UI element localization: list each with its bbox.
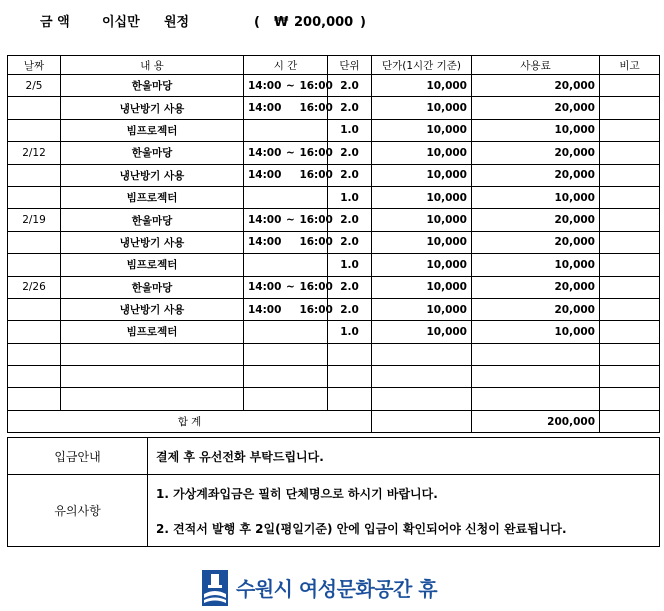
table-row	[8, 254, 660, 276]
cell-note	[600, 142, 660, 164]
time-start: 14:00	[248, 146, 282, 159]
total-value: 200,000	[472, 410, 600, 432]
total-row	[8, 410, 660, 432]
cell-fee: 10,000	[472, 186, 600, 208]
cell-unit: 1.0	[328, 254, 372, 276]
cell-note	[600, 321, 660, 343]
amount-label: 금 액	[40, 15, 70, 30]
table-row	[8, 276, 660, 298]
cell-content: 한울마당	[61, 276, 244, 298]
cell-note	[600, 343, 660, 365]
cell-content: 빔프로젝터	[61, 119, 244, 141]
cell-unit	[328, 388, 372, 410]
cell-unit: 1.0	[328, 119, 372, 141]
cell-time	[244, 254, 328, 276]
table-row	[8, 298, 660, 320]
cell-date	[8, 231, 61, 253]
cell-time	[244, 119, 328, 141]
header-fee: 사용료	[472, 56, 600, 75]
time-end: 16:00	[299, 236, 333, 249]
cell-content: 냉난방기 사용	[61, 298, 244, 320]
amount-currency: ₩	[274, 15, 289, 30]
cell-fee: 20,000	[472, 276, 600, 298]
org-name: 수원시 여성문화공간 휴	[236, 577, 438, 601]
cell-unit: 2.0	[328, 142, 372, 164]
header-content: 내 용	[61, 56, 244, 75]
header-time: 시 간	[244, 56, 328, 75]
cell-time	[244, 209, 333, 231]
table-row	[8, 321, 660, 343]
caution-label: 유의사항	[8, 475, 148, 547]
cell-note	[600, 231, 660, 253]
cell-price: 10,000	[372, 254, 472, 276]
total-empty-cell	[372, 410, 472, 432]
cell-time	[244, 75, 333, 97]
cell-time	[244, 231, 333, 253]
time-end: 16:00	[299, 79, 333, 92]
header-price: 단가(1시간 기준)	[372, 56, 472, 75]
cell-price: 10,000	[372, 97, 472, 119]
cell-date	[8, 97, 61, 119]
time-start: 14:00	[248, 303, 282, 316]
cell-unit: 2.0	[328, 164, 372, 186]
table-row	[8, 231, 660, 253]
header-date: 날짜	[8, 56, 61, 75]
cell-date	[8, 298, 61, 320]
cell-price: 10,000	[372, 298, 472, 320]
cell-content: 빔프로젝터	[61, 254, 244, 276]
cell-content: 한울마당	[61, 75, 244, 97]
cell-price: 10,000	[372, 164, 472, 186]
cell-fee: 20,000	[472, 75, 600, 97]
cell-unit: 2.0	[328, 97, 372, 119]
cell-time	[244, 276, 333, 298]
cell-time	[244, 321, 328, 343]
cell-fee: 20,000	[472, 142, 600, 164]
table-row	[8, 343, 660, 365]
time-start: 14:00	[248, 214, 282, 227]
cell-time	[244, 388, 328, 410]
cell-time	[244, 142, 333, 164]
cell-date	[8, 119, 61, 141]
time-end: 16:00	[299, 146, 333, 159]
table-row	[8, 97, 660, 119]
cell-date	[8, 164, 61, 186]
cell-fee	[472, 343, 600, 365]
amount-value: 200,000	[294, 15, 354, 30]
cell-unit: 1.0	[328, 186, 372, 208]
deposit-text: 결제 후 유선전화 부탁드립니다.	[148, 438, 660, 475]
cell-time	[244, 97, 333, 119]
cell-fee: 20,000	[472, 97, 600, 119]
cell-price: 10,000	[372, 276, 472, 298]
cell-fee	[472, 388, 600, 410]
cell-fee: 20,000	[472, 298, 600, 320]
cell-fee: 20,000	[472, 231, 600, 253]
cell-unit: 2.0	[328, 298, 372, 320]
cell-price: 10,000	[372, 321, 472, 343]
cell-content: 한울마당	[61, 209, 244, 231]
time-start: 14:00	[248, 79, 282, 92]
cell-time	[244, 164, 333, 186]
cell-unit: 1.0	[328, 321, 372, 343]
notes-table	[7, 437, 660, 547]
cell-date	[8, 186, 61, 208]
table-header-row	[8, 56, 660, 75]
cell-fee: 10,000	[472, 119, 600, 141]
cell-date: 2/12	[8, 142, 61, 164]
cell-price	[372, 366, 472, 388]
time-end: 16:00	[299, 303, 333, 316]
cell-content	[61, 366, 244, 388]
time-end: 16:00	[299, 102, 333, 115]
cell-note	[600, 388, 660, 410]
cell-price: 10,000	[372, 119, 472, 141]
time-sep: ~	[286, 79, 295, 92]
cell-fee: 10,000	[472, 321, 600, 343]
cell-price	[372, 343, 472, 365]
deposit-row	[8, 438, 660, 475]
cell-unit	[328, 366, 372, 388]
amount-close-paren: )	[360, 15, 366, 30]
time-end: 16:00	[299, 169, 333, 182]
table-row	[8, 366, 660, 388]
caution-line-1: 1. 가상계좌입금은 필히 단체명으로 하시기 바랍니다.	[156, 486, 438, 501]
time-start: 14:00	[248, 281, 282, 294]
caution-row	[8, 475, 660, 547]
cell-price: 10,000	[372, 209, 472, 231]
cell-note	[600, 254, 660, 276]
caution-line-2: 2. 견적서 발행 후 2일(평일기준) 안에 입금이 확인되어야 신청이 완료됩니다.	[156, 521, 567, 536]
cell-note	[600, 97, 660, 119]
cell-price: 10,000	[372, 75, 472, 97]
time-sep: ~	[286, 281, 295, 294]
time-start: 14:00	[248, 169, 282, 182]
cell-content: 빔프로젝터	[61, 321, 244, 343]
cell-content: 빔프로젝터	[61, 186, 244, 208]
cell-content: 한울마당	[61, 142, 244, 164]
cell-price: 10,000	[372, 231, 472, 253]
table-row	[8, 388, 660, 410]
cell-note	[600, 366, 660, 388]
cell-price	[372, 388, 472, 410]
org-logo-icon	[200, 568, 230, 608]
cell-date	[8, 366, 61, 388]
cell-unit: 2.0	[328, 75, 372, 97]
time-end: 16:00	[299, 214, 333, 227]
cell-unit: 2.0	[328, 209, 372, 231]
table-row	[8, 119, 660, 141]
time-start: 14:00	[248, 102, 282, 115]
cell-note	[600, 75, 660, 97]
time-start: 14:00	[248, 236, 282, 249]
cell-time	[244, 366, 328, 388]
cell-note	[600, 209, 660, 231]
amount-open-paren: (	[254, 15, 260, 30]
amount-unit: 원정	[164, 15, 190, 30]
cell-date: 2/5	[8, 75, 61, 97]
time-end: 16:00	[299, 281, 333, 294]
cell-fee	[472, 366, 600, 388]
cell-price: 10,000	[372, 142, 472, 164]
amount-korean: 이십만	[102, 15, 140, 30]
cell-content: 냉난방기 사용	[61, 231, 244, 253]
cell-date	[8, 254, 61, 276]
cell-unit: 2.0	[328, 231, 372, 253]
cell-date	[8, 321, 61, 343]
cell-content: 냉난방기 사용	[61, 164, 244, 186]
cell-fee: 20,000	[472, 209, 600, 231]
caution-text	[148, 475, 660, 547]
cell-unit	[328, 343, 372, 365]
usage-table	[7, 55, 660, 433]
cell-fee: 20,000	[472, 164, 600, 186]
cell-content	[61, 388, 244, 410]
cell-date	[8, 343, 61, 365]
table-row	[8, 142, 660, 164]
total-label: 합 계	[8, 410, 372, 432]
table-row	[8, 164, 660, 186]
cell-note	[600, 298, 660, 320]
time-sep: ~	[286, 146, 295, 159]
cell-price: 10,000	[372, 186, 472, 208]
table-row	[8, 209, 660, 231]
cell-date: 2/26	[8, 276, 61, 298]
deposit-label: 입금안내	[8, 438, 148, 475]
cell-content: 냉난방기 사용	[61, 97, 244, 119]
cell-unit: 2.0	[328, 276, 372, 298]
total-note-cell	[600, 410, 660, 432]
cell-note	[600, 276, 660, 298]
header-note: 비고	[600, 56, 660, 75]
cell-content	[61, 343, 244, 365]
time-sep: ~	[286, 214, 295, 227]
header-unit: 단위	[328, 56, 372, 75]
cell-note	[600, 119, 660, 141]
cell-note	[600, 186, 660, 208]
table-row	[8, 186, 660, 208]
cell-time	[244, 186, 328, 208]
cell-time	[244, 343, 328, 365]
cell-date	[8, 388, 61, 410]
cell-fee: 10,000	[472, 254, 600, 276]
table-row	[8, 75, 660, 97]
cell-date: 2/19	[8, 209, 61, 231]
cell-note	[600, 164, 660, 186]
cell-time	[244, 298, 333, 320]
